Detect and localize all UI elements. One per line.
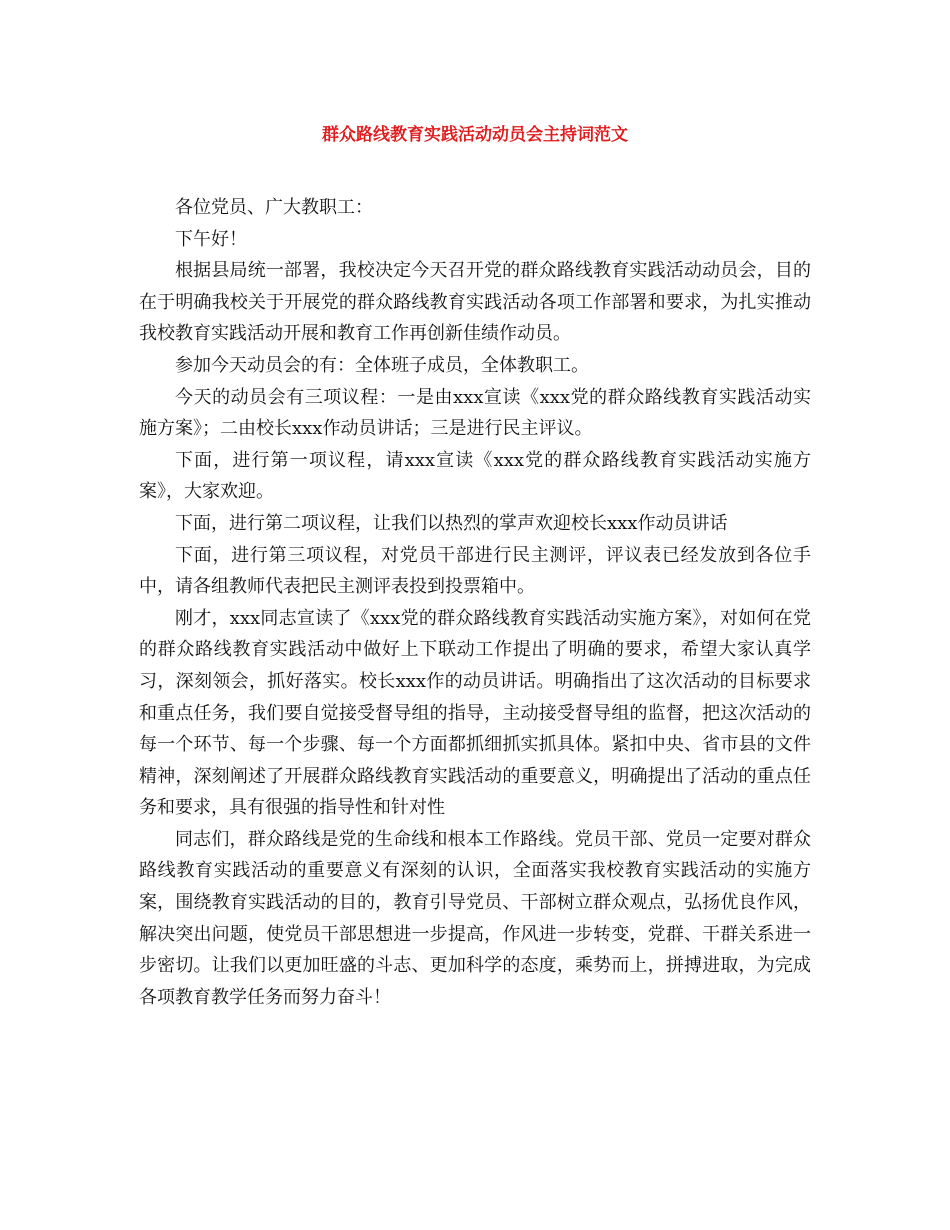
paragraph-purpose: 根据县局统一部署，我校决定今天召开党的群众路线教育实践活动动员会，目的在于明确我校关于开展党的群众路线教育实践活动各项工作部署和要求，为扎实推动我校教育实践活动开展和教育工作再创新佳绩作动员。 — [139, 260, 811, 345]
paragraph-agenda-item-1: 下面，进行第一项议程，请xxx宣读《xxx党的群众路线教育实践活动实施方案》，大家欢迎。 — [139, 449, 811, 503]
paragraph-attendees: 参加今天动员会的有：全体班子成员，全体教职工。 — [175, 354, 589, 376]
paragraph-agenda: 今天的动员会有三项议程：一是由xxx宣读《xxx党的群众路线教育实践活动实施方案》；二由校长xxx作动员讲话；三是进行民主评议。 — [139, 386, 811, 440]
paragraph-agenda-item-3: 下面，进行第三项议程，对党员干部进行民主测评，评议表已经发放到各位手中，请各组教师代表把民主测评表投到投票箱中。 — [139, 544, 811, 598]
paragraph-closing: 同志们，群众路线是党的生命线和根本工作路线。党员干部、党员一定要对群众路线教育实践活动的重要意义有深刻的认识，全面落实我校教育实践活动的实施方案，围绕教育实践活动的目的，教育引导党员、干部树立群众观点，弘扬优良作风，解决突出问题，使党员干部思想进一步提高，作风进一步转变，党群、干群关系进一步密切。让我们以更加旺盛的斗志、更加科学的态度，乘势而上，拼搏进取，为完成各项教育教学任务而努力奋斗！ — [139, 828, 811, 1008]
paragraph-summary: 刚才，xxx同志宣读了《xxx党的群众路线教育实践活动实施方案》，对如何在党的群众路线教育实践活动中做好上下联动工作提出了明确的要求，希望大家认真学习，深刻领会，抓好落实。校长xxx作的动员讲话。明确指出了这次活动的目标要求和重点任务，我们要自觉接受督导组的指导，主动接受督导组的监督，把这次活动的每一个环节、每一个步骤、每一个方面都抓细抓实抓具体。紧扣中央、省市县的文件精神，深刻阐述了开展群众路线教育实践活动的重要意义，明确提出了活动的重点任务和要求，具有很强的指导性和针对性 — [139, 607, 811, 819]
paragraph-greeting: 下午好！ — [175, 228, 247, 250]
paragraph-greeting-audience: 各位党员、广大教职工： — [175, 197, 373, 218]
document-title: 群众路线教育实践活动动员会主持词范文 — [322, 125, 628, 145]
paragraph-agenda-item-2: 下面，进行第二项议程，让我们以热烈的掌声欢迎校长xxx作动员讲话 — [175, 512, 728, 534]
document-body — [139, 192, 811, 1013]
